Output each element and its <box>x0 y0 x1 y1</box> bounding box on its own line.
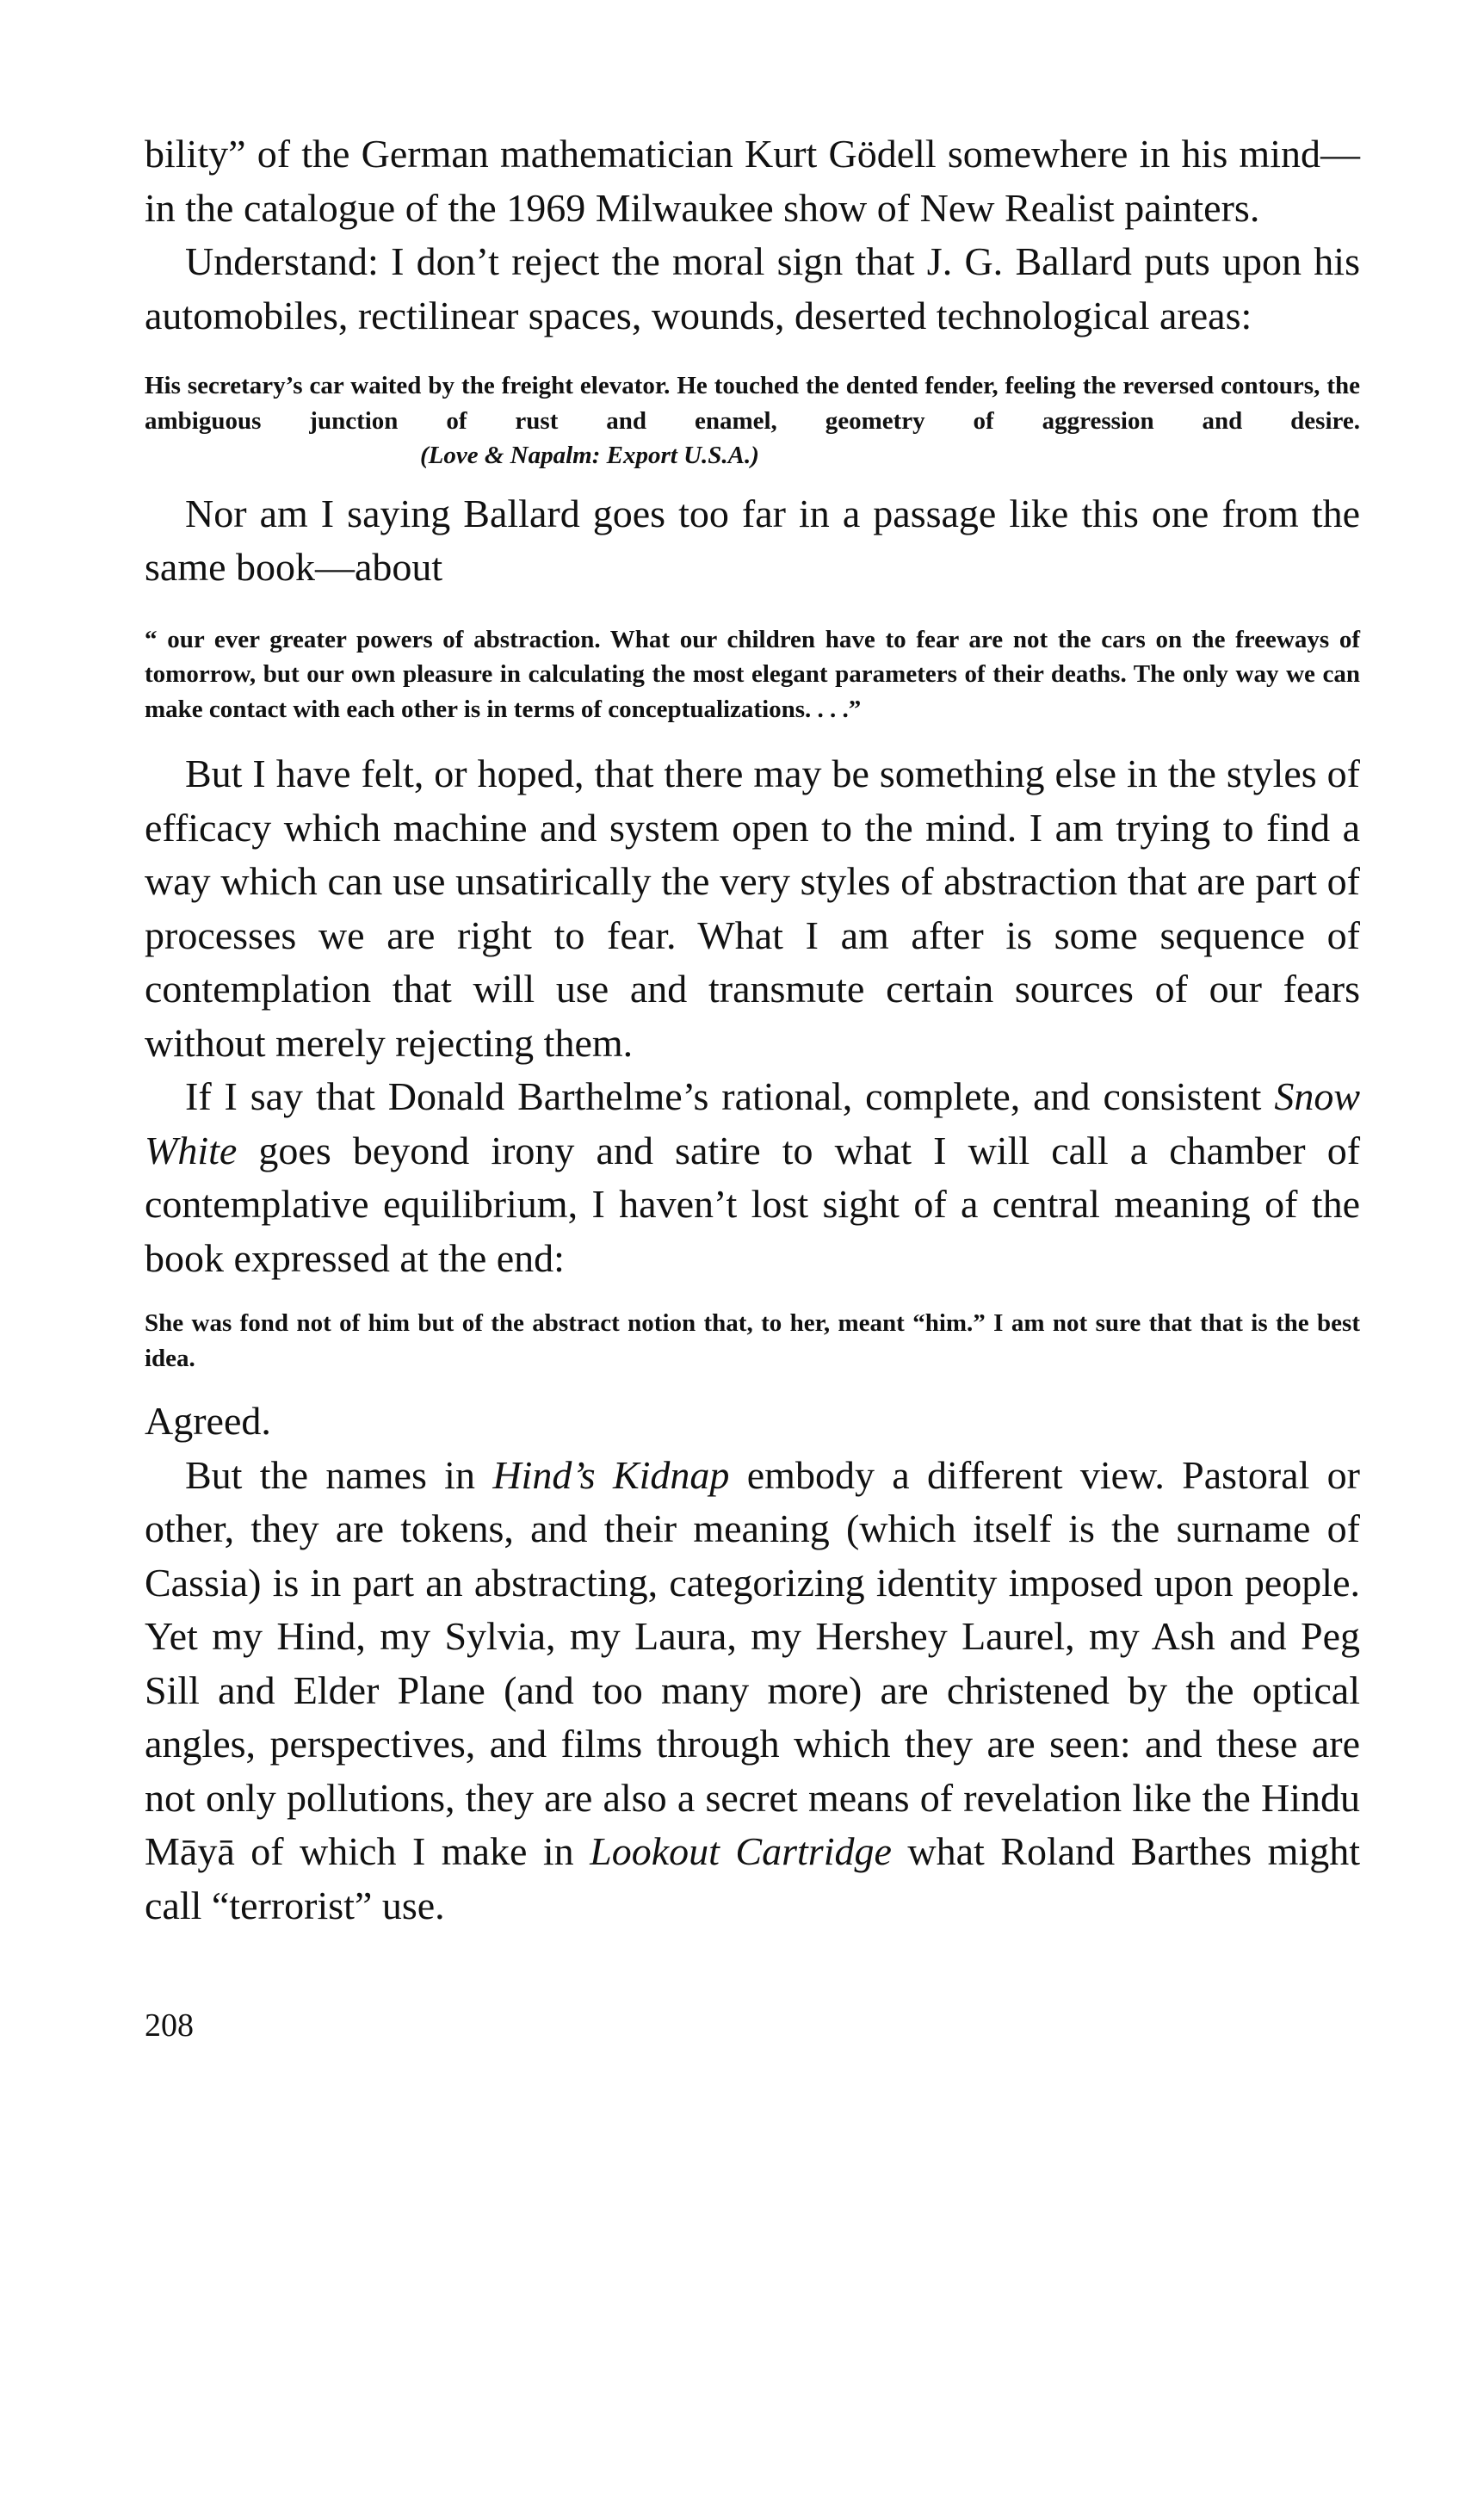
book-title-lookout-cartridge: Lookout Cartridge <box>590 1829 892 1873</box>
paragraph-agreed: Agreed. <box>145 1399 271 1443</box>
page-number: 208 <box>145 2007 194 2044</box>
paragraph-nor-am-i: Nor am I saying Ballard goes too far in a passage like this one from the same book—about <box>145 491 1360 589</box>
paragraph-names-end: what Roland Barthes might call “terrorist” use. <box>145 1829 1361 1927</box>
block-quote-abstraction: “ our ever greater powers of abstraction. What our children have to fear are not the cars on the freeways of tomorrow, but our own pleasure in calculating the most elegant parameters of their deaths. The only way we can make contact with each other is in terms of conceptualizations. . . .” <box>145 625 1360 723</box>
block-quote-ballard <box>145 368 1360 473</box>
paragraph-barthelme <box>145 1070 1360 1285</box>
paragraph-barthelme-end: the book expressed at the end: <box>145 1182 1360 1280</box>
paragraph-names-middle: embody a different view. Pastoral or other, they are tokens, and their meaning (which itself is the surname of Cassia) is in part an abstracting, categorizing identity imposed upon people. Yet my Hind, my Sylvia, my Laura, my Hershey Laurel, my Ash and Peg Sill and Elder Plane (and too many more) are christened by the optical angles, perspectives, and films through which they are seen: and these are not only pollutions, they are also a secret means of revelation like the Hindu Māyā of which I make in <box>145 1452 1361 1873</box>
paragraph-barthelme-after: goes beyond irony and satire to what I will call a chamber of contemplative equilibrium, I haven’t lost sight of a central meaning of <box>145 1128 1361 1226</box>
page-content <box>145 127 1360 2044</box>
paragraph-styles-of-efficacy: But I have felt, or hoped, that there may be something else in the styles of efficacy which machine and system open to the mind. I am trying to find a way which can use unsatirically the very styles of abstraction that are part of processes we are right to fear. What I am after is some sequence of contemplation that will use and transmute certain sources of our fears without merely rejecting them. <box>145 752 1360 1065</box>
quote-ballard-text: His secretary’s car waited by the freight elevator. He touched the dented fender, feeling the reversed contours, the ambiguous junction of rust and enamel, geometry of aggression and desire. <box>145 372 1360 435</box>
book-title-snow-white: Snow White <box>145 1074 1361 1172</box>
paragraph-ballard-intro: Understand: I don’t reject the moral sign that J. G. Ballard puts upon his automobiles, rectilinear spaces, wounds, deserted technological areas: <box>145 239 1360 337</box>
paragraph-barthelme-before: If I say that Donald Barthelme’s rational, complete, and consistent <box>185 1074 1262 1118</box>
paragraph-names <box>145 1449 1360 1933</box>
block-quote-barthelme: She was fond not of him but of the abstract notion that, to her, meant “him.” I am not sure that that is the best idea. <box>145 1309 1360 1372</box>
paragraph-godell: bility” of the German mathematician Kurt Gödell somewhere in his mind—in the catalogue of the 1969 Milwaukee show of New Realist painters. <box>145 132 1360 230</box>
paragraph-names-before: But the names in <box>185 1452 475 1497</box>
book-title-hinds-kidnap: Hind’s Kidnap <box>492 1452 730 1497</box>
quote-ballard-source: (Love & Napalm: Export U.S.A.) <box>420 442 759 469</box>
